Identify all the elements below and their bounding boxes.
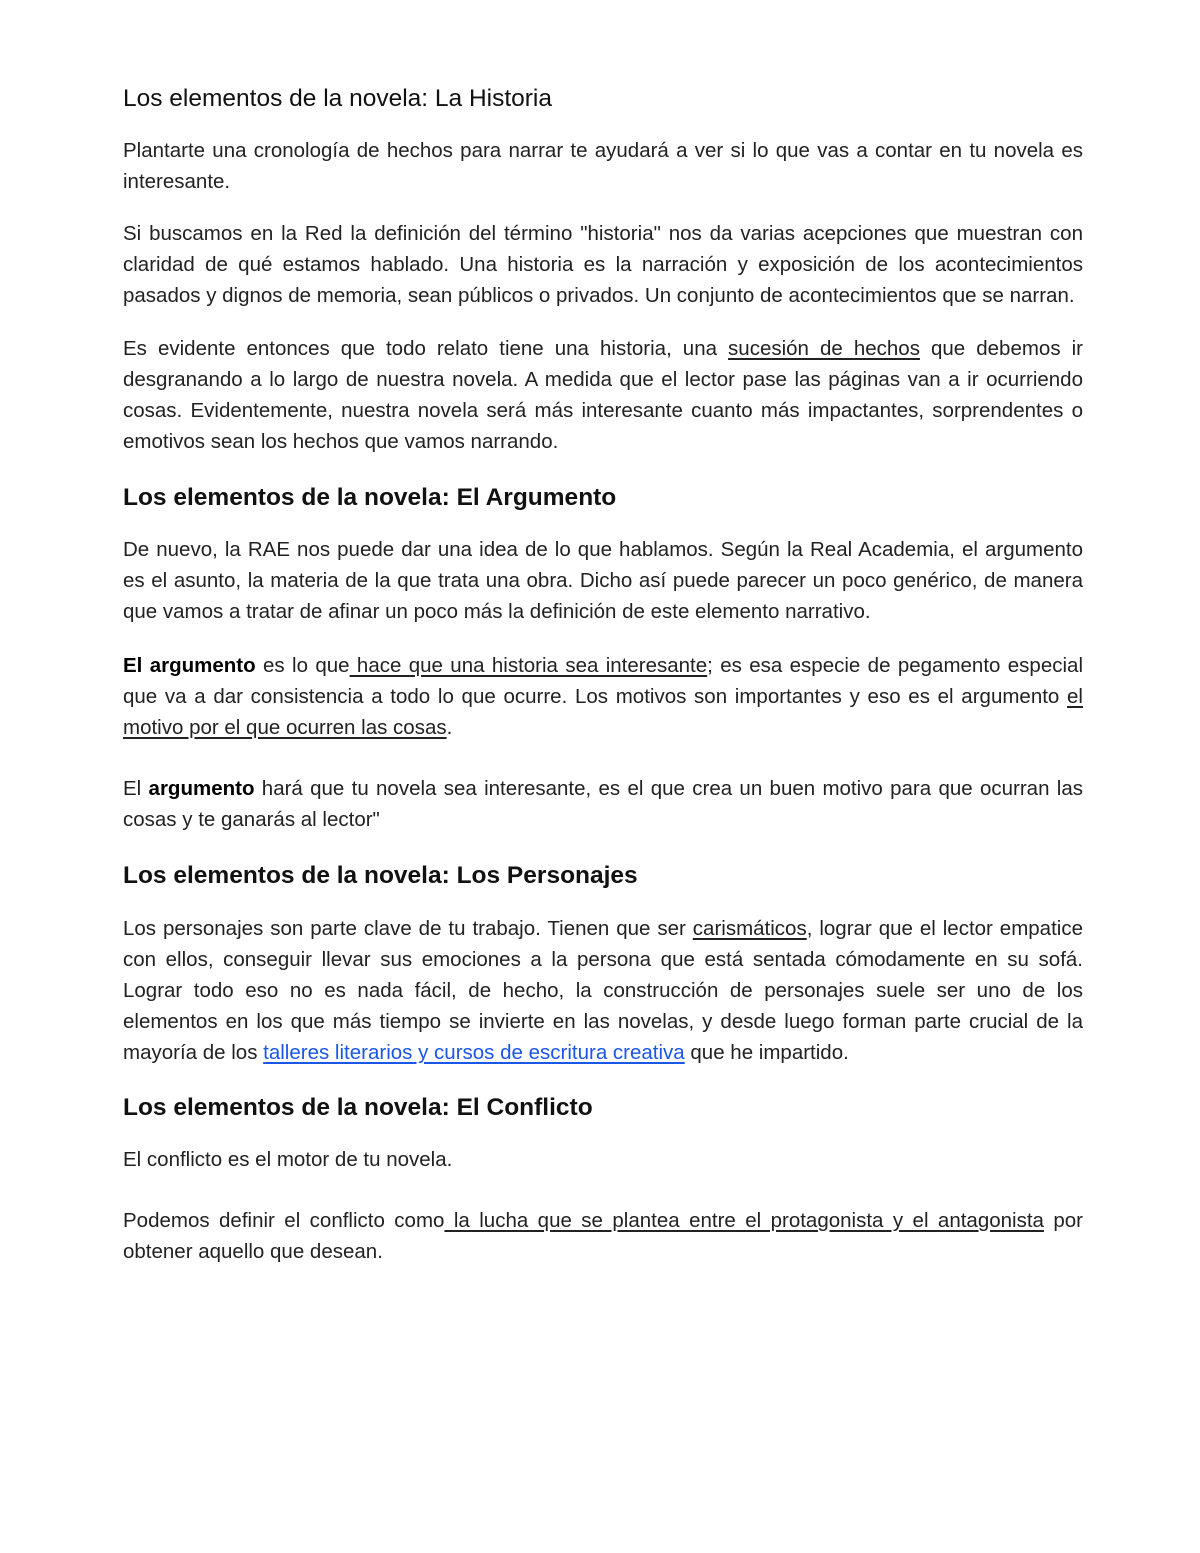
- text-run: por obtener aquello que desean.: [123, 1209, 1083, 1263]
- underlined-text-lucha: la lucha que se plantea entre el protagonista y el antagonista: [444, 1209, 1044, 1232]
- underlined-text-carismaticos: carismáticos: [692, 917, 807, 940]
- paragraph-conflicto-1: El conflicto es el motor de tu novela.: [123, 1148, 453, 1171]
- text-run: hará que tu novela sea interesante, es el que crea un buen motivo para que ocurran las cosas y te ganarás al lector": [123, 777, 1083, 831]
- bold-text-el-argumento: El argumento: [123, 654, 256, 677]
- heading-historia: Los elementos de la novela: La Historia: [123, 85, 553, 112]
- text-run: Es evidente entonces que todo relato tiene una historia, una: [123, 337, 729, 360]
- underlined-text-sucesion: sucesión de hechos: [728, 337, 920, 360]
- underlined-text-motivo: el motivo por el que ocurren las cosas: [123, 685, 1083, 739]
- heading-personajes: Los elementos de la novela: Los Personajes: [123, 862, 638, 889]
- paragraph-historia-2: Si buscamos en la Red la definición del término "historia" nos da varias acepciones que muestran con claridad de qué estamos hablado. Una historia es la narración y exposición de los acontecimientos pasados y dignos de memoria, sean públicos o privados. Un conjunto de acontecimientos que se narran.: [123, 222, 1083, 307]
- text-run: es lo que: [255, 654, 350, 677]
- heading-argumento: Los elementos de la novela: El Argumento: [123, 484, 617, 511]
- underlined-text-interesante: hace que una historia sea interesante: [349, 654, 708, 677]
- paragraph-argumento-1: De nuevo, la RAE nos puede dar una idea de lo que hablamos. Según la Real Academia, el argumento es el asunto, la materia de la que trata una obra. Dicho así puede parecer un poco genérico, de manera que vamos a tratar de afinar un poco más la definición de este elemento narrativo.: [123, 538, 1083, 623]
- bold-text-argumento: argumento: [148, 777, 255, 800]
- paragraph-historia-3: [123, 333, 1083, 457]
- text-run: , lograr que el lector empatice con ellos, conseguir llevar sus emociones a la persona que está sentada cómodamente en su sofá. Lograr todo eso no es nada fácil, de hecho, la construcción de personajes suele ser uno de los elementos en los que más tiempo se invierte en las novelas, y desde luego forman parte crucial de la mayoría de los: [123, 917, 1083, 1064]
- text-run: que he impartido.: [684, 1041, 849, 1064]
- paragraph-historia-1: Plantarte una cronología de hechos para narrar te ayudará a ver si lo que vas a contar en tu novela es interesante.: [123, 139, 1083, 193]
- text-run: Los personajes son parte clave de tu trabajo. Tienen que ser: [123, 917, 693, 940]
- text-run: Podemos definir el conflicto como: [123, 1209, 445, 1232]
- heading-conflicto: Los elementos de la novela: El Conflicto: [123, 1094, 593, 1121]
- text-run: .: [446, 716, 453, 739]
- paragraph-conflicto-2: [123, 1205, 1083, 1267]
- paragraph-argumento-2: [123, 650, 1083, 743]
- paragraph-argumento-3: [123, 773, 1083, 835]
- text-run: que debemos ir desgranando a lo largo de nuestra novela. A medida que el lector pase las páginas van a ir ocurriendo cosas. Evidentemente, nuestra novela será más interesante cuanto más impactantes, sorprendentes o emotivos sean los hechos que vamos narrando.: [123, 337, 1083, 453]
- text-run: El: [123, 777, 149, 800]
- link-talleres-literarios[interactable]: talleres literarios y cursos de escritura creativa: [263, 1041, 685, 1064]
- text-run: ; es esa especie de pegamento especial que va a dar consistencia a todo lo que ocurre. Los motivos son importantes y eso es el argumento: [123, 654, 1083, 708]
- paragraph-personajes-1: [123, 913, 1083, 1068]
